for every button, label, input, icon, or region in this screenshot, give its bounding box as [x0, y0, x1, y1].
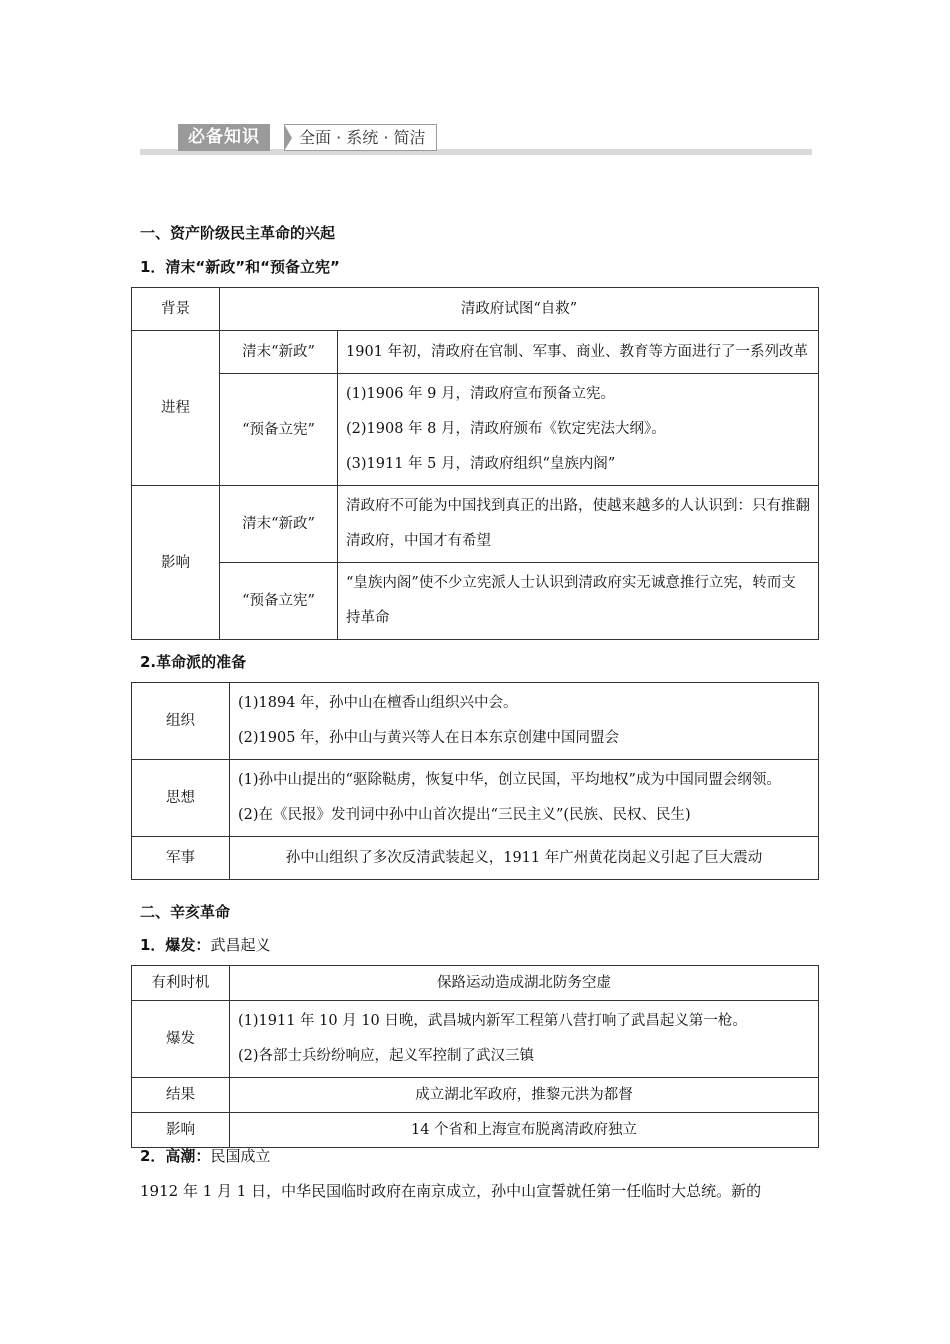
cell-label: 有利时机 [132, 966, 230, 1001]
section2-heading: 二、辛亥革命 [140, 903, 231, 921]
line: (1)1911 年 10 月 10 日晚，武昌城内新军工程第八营打响了武昌起义第一枪。 [238, 1013, 747, 1029]
table-row [132, 374, 819, 486]
table-row [132, 331, 819, 374]
table-row [132, 966, 819, 1001]
sub2-bold: 2．高潮： [140, 1147, 211, 1165]
line: (1)孙中山提出的“驱除鞑虏，恢复中华，创立民国，平均地权”成为中国同盟会纲领。 [238, 772, 781, 788]
section2-sub1 [140, 934, 270, 955]
cell-value: “皇族内阁”使不少立宪派人士认识到清政府实无诚意推行立宪，转而支持革命 [338, 563, 819, 640]
table-row [132, 683, 819, 760]
table-row [132, 760, 819, 837]
cell-label: 军事 [132, 837, 230, 880]
cell-label: 思想 [132, 760, 230, 837]
cell-label: 组织 [132, 683, 230, 760]
table-row [132, 288, 819, 331]
banner-label: 必备知识 [178, 124, 270, 151]
sub1-plain: 武昌起义 [210, 936, 271, 954]
cell-sublabel: 清末“新政” [220, 486, 338, 563]
line: (2)在《民报》发刊词中孙中山首次提出“三民主义”(民族、民权、民生) [238, 807, 691, 823]
table-row [132, 1078, 819, 1113]
section-banner [140, 122, 812, 156]
cell-value: 14 个省和上海宣布脱离清政府独立 [230, 1113, 819, 1148]
cell-value [230, 683, 819, 760]
cell-sublabel: 清末“新政” [220, 331, 338, 374]
cell-value: 成立湖北军政府，推黎元洪为都督 [230, 1078, 819, 1113]
section2-sub2 [140, 1145, 270, 1166]
table-revolutionary-prep [131, 682, 819, 880]
section1-sub1: 1．清末“新政”和“预备立宪” [140, 258, 340, 276]
cell-value: 保路运动造成湖北防务空虚 [230, 966, 819, 1001]
cell-value [230, 1001, 819, 1078]
table-row [132, 563, 819, 640]
banner-subtitle: 全面 · 系统 · 简洁 [284, 124, 437, 151]
cell-sublabel: “预备立宪” [220, 563, 338, 640]
line: (2)各部士兵纷纷响应，起义军控制了武汉三镇 [238, 1048, 535, 1064]
cell-label: 进程 [132, 331, 220, 486]
cell-value: 清政府试图“自救” [220, 288, 819, 331]
line: (2)1905 年，孙中山与黄兴等人在日本东京创建中国同盟会 [238, 730, 620, 746]
body-paragraph: 1912 年 1 月 1 日，中华民国临时政府在南京成立，孙中山宣誓就任第一任临时大总统。新的 [140, 1182, 762, 1200]
cell-label: 结果 [132, 1078, 230, 1113]
section1-sub2: 2.革命派的准备 [140, 653, 247, 671]
line: (1)1906 年 9 月，清政府宣布预备立宪。 [346, 386, 615, 402]
cell-value: 1901 年初，清政府在官制、军事、商业、教育等方面进行了一系列改革 [338, 331, 819, 374]
table-row [132, 1001, 819, 1078]
cell-label: 爆发 [132, 1001, 230, 1078]
cell-value: 清政府不可能为中国找到真正的出路，使越来越多的人认识到：只有推翻清政府，中国才有希望 [338, 486, 819, 563]
cell-label: 影响 [132, 1113, 230, 1148]
sub2-plain: 民国成立 [210, 1147, 271, 1165]
cell-value: 孙中山组织了多次反清武装起义，1911 年广州黄花岗起义引起了巨大震动 [230, 837, 819, 880]
table-row [132, 486, 819, 563]
table-wuchang [131, 965, 819, 1148]
table-row [132, 1113, 819, 1148]
line: (1)1894 年，孙中山在檀香山组织兴中会。 [238, 695, 518, 711]
line: (3)1911 年 5 月，清政府组织“皇族内阁” [346, 456, 616, 472]
line: (2)1908 年 8 月，清政府颁布《钦定宪法大纲》。 [346, 421, 666, 437]
cell-label: 影响 [132, 486, 220, 640]
cell-sublabel: “预备立宪” [220, 374, 338, 486]
cell-label: 背景 [132, 288, 220, 331]
sub1-bold: 1．爆发： [140, 936, 211, 954]
table-new-policy [131, 287, 819, 640]
cell-value [338, 374, 819, 486]
section1-heading: 一、资产阶级民主革命的兴起 [140, 224, 336, 242]
cell-value [230, 760, 819, 837]
table-row [132, 837, 819, 880]
